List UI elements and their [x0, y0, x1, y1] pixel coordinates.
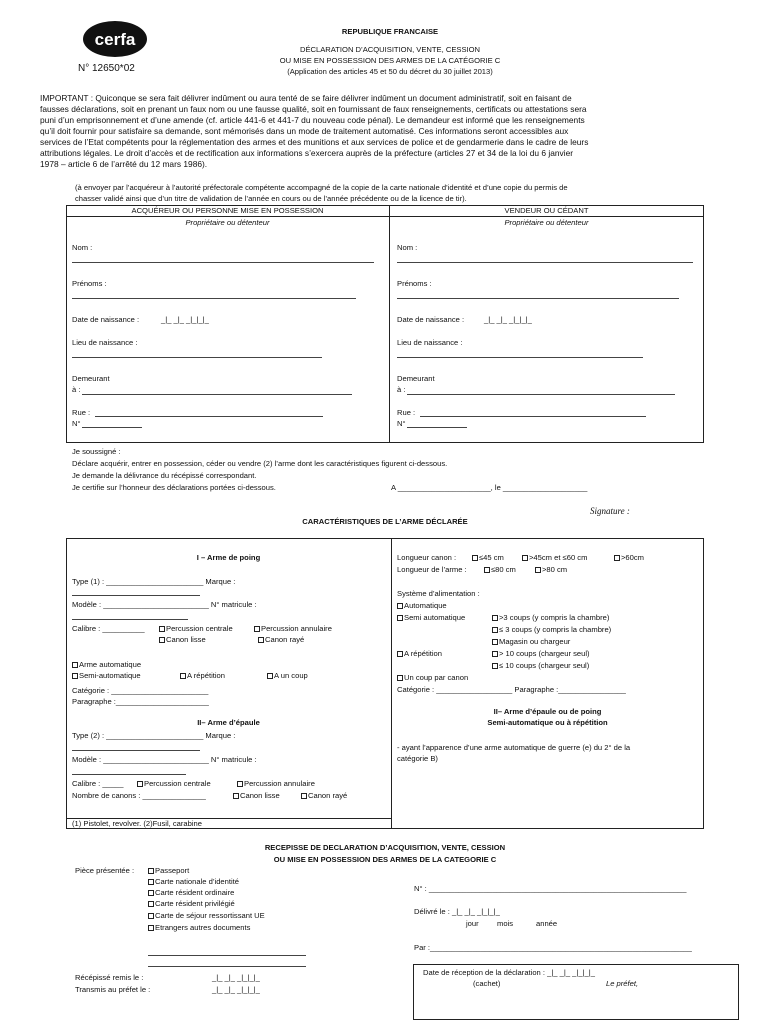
sa-over-3-checkbox[interactable]: >3 coups (y compris la chambre) — [492, 613, 609, 623]
cerfa-logo — [82, 20, 148, 58]
acquereur-a-field[interactable] — [82, 394, 352, 395]
la-over-80-checkbox[interactable]: >80 cm — [535, 565, 567, 575]
canon-raye2-checkbox[interactable]: Canon rayé — [301, 791, 347, 801]
longueur-canon-label: Longueur canon : — [397, 553, 457, 562]
checkbox-icon — [484, 567, 490, 573]
piece-option[interactable]: Carte résident privilégié — [148, 899, 235, 909]
place-date-field[interactable]: A ______________________, le ____________________ — [391, 483, 588, 492]
acquereur-a-label: à : — [72, 385, 81, 394]
ar-under-10-checkbox[interactable]: ≤ 10 coups (chargeur seul) — [492, 661, 589, 671]
annee-label: année — [536, 919, 558, 928]
acquereur-lieu-label: Lieu de naissance : — [72, 338, 138, 347]
checkbox-icon — [137, 781, 143, 787]
piece-option[interactable]: Carte résident ordinaire — [148, 888, 234, 898]
acquereur-dob-label: Date de naissance : — [72, 315, 140, 324]
vendeur-rue-field[interactable] — [420, 416, 646, 417]
repetition-checkbox[interactable]: A répétition — [397, 649, 442, 659]
checkbox-icon — [397, 615, 403, 621]
checkbox-icon — [522, 555, 528, 561]
sub-title-1: II– Arme d’épaule ou de poing — [493, 707, 602, 716]
acquereur-rue-label: Rue : — [72, 408, 91, 417]
par-field[interactable]: Par :______________________________________________________________ — [414, 943, 692, 952]
longueur-arme-label: Longueur de l’arme : — [397, 565, 467, 574]
arme-poing-title: I – Arme de poing — [196, 553, 261, 562]
vendeur-prenoms-label: Prénoms : — [397, 279, 432, 288]
percussion-centrale2-checkbox[interactable]: Percussion centrale — [137, 779, 211, 789]
vendeur-lieu-label: Lieu de naissance : — [397, 338, 463, 347]
piece-option[interactable]: Passeport — [148, 866, 189, 876]
other-document-field[interactable] — [148, 955, 306, 956]
le-prefet-label: Le préfet, — [606, 979, 639, 988]
checkbox-icon — [492, 651, 498, 657]
a-repetition-checkbox[interactable]: A répétition — [180, 671, 225, 681]
systeme-label: Système d’alimentation : — [397, 589, 480, 598]
a-un-coup-checkbox[interactable]: A un coup — [267, 671, 308, 681]
send-note-line: (à envoyer par l’acquéreur à l’autorité préfectorale compétente accompagné de la copie de la carte nationale d’identité et d’une copie du permis de — [75, 183, 568, 192]
checkbox-icon — [492, 663, 498, 669]
piece-option[interactable]: Carte nationale d’identité — [148, 877, 239, 887]
checkbox-icon — [397, 603, 403, 609]
arme-epaule-title: II– Arme d’épaule — [197, 718, 260, 727]
arme-automatique-checkbox[interactable]: Arme automatique — [72, 660, 141, 670]
checkbox-icon — [492, 615, 498, 621]
checkbox-icon — [72, 673, 78, 679]
percussion-centrale-checkbox[interactable]: Percussion centrale — [159, 624, 233, 634]
checkbox-icon — [237, 781, 243, 787]
type1-field[interactable]: Type (1) : _______________________ Marque : — [72, 577, 236, 586]
vendeur-dob-field[interactable]: _|_ _|_ _|_|_|_ — [484, 315, 532, 324]
transmis-label: Transmis au préfet le : — [75, 985, 151, 994]
acquereur-numero-field[interactable] — [82, 427, 142, 428]
vendeur-nom-label: Nom : — [397, 243, 418, 252]
checkbox-icon — [148, 901, 154, 907]
acquereur-subheader: Propriétaire ou détenteur — [185, 218, 270, 227]
acquereur-lieu-field[interactable] — [72, 357, 322, 358]
automatique-checkbox[interactable]: Automatique — [397, 601, 447, 611]
checkbox-icon — [180, 673, 186, 679]
vendeur-demeurant-label: Demeurant — [397, 374, 435, 383]
checkbox-icon — [397, 651, 403, 657]
vendeur-rue-label: Rue : — [397, 408, 416, 417]
footnote: (1) Pistolet, revolver. (2)Fusil, carabine — [72, 819, 202, 828]
la-80-checkbox[interactable]: ≤80 cm — [484, 565, 516, 575]
declaration-line: Je certifie sur l’honneur des déclarations portées ci-dessous. — [72, 483, 276, 492]
piece-option[interactable]: Carte de séjour ressortissant UE — [148, 911, 265, 921]
svg-text:cerfa: cerfa — [94, 30, 136, 49]
lc-60-checkbox[interactable]: >60cm — [614, 553, 644, 563]
title-line-3: (Application des articles 45 et 50 du décret du 30 juillet 2013) — [287, 67, 493, 76]
piece-option[interactable]: Etrangers autres documents — [148, 923, 250, 933]
important-line: 1978 – article 6 de l’arrêté du 12 mars 1986). — [40, 159, 208, 169]
declaration-line: Déclare acquérir, entrer en possession, céder ou vendre (2) l’arme dont les caractéristiques figurent ci-dessous. — [72, 459, 448, 468]
checkbox-icon — [397, 675, 403, 681]
checkbox-icon — [472, 555, 478, 561]
checkbox-icon — [267, 673, 273, 679]
acquereur-prenoms-field[interactable] — [72, 298, 356, 299]
vendeur-nom-field[interactable] — [397, 262, 693, 263]
checkbox-icon — [535, 567, 541, 573]
jour-label: jour — [466, 919, 479, 928]
vendeur-a-field[interactable] — [407, 394, 675, 395]
recepisse-remis-label: Récépissé remis le : — [75, 973, 144, 982]
acquereur-numero-label: N° — [72, 419, 81, 428]
type2-field[interactable]: Type (2) : _______________________ Marque : — [72, 731, 236, 740]
declaration-line: Je demande la délivrance du récépissé correspondant. — [72, 471, 257, 480]
characteristics-title: CARACTÉRISTIQUES DE L’ARME DÉCLARÉE — [302, 517, 468, 526]
republic-title: REPUBLIQUE FRANCAISE — [341, 27, 439, 36]
categorie-field[interactable]: Catégorie : _______________________ — [72, 686, 209, 695]
signature-label: Signature : — [590, 506, 630, 516]
checkbox-icon — [148, 868, 154, 874]
calibre2-field[interactable]: Calibre : _____ — [72, 779, 124, 788]
checkbox-icon — [159, 637, 165, 643]
checkbox-icon — [148, 879, 154, 885]
important-line: IMPORTANT : Quiconque se sera fait délivrer indûment ou aura tenté de se faire délivrer indûment un document administratif, soit en faisant de — [40, 93, 572, 103]
mois-label: mois — [497, 919, 514, 928]
ar-over-10-checkbox[interactable]: > 10 coups (chargeur seul) — [492, 649, 590, 659]
important-line: qu’il doit fournir pour satisfaire sa demande, sont mémorisés dans un mode de traitement automatisé. Ces informations seront accessibles aux — [40, 126, 569, 136]
canon-lisse2-checkbox[interactable]: Canon lisse — [233, 791, 280, 801]
modele-field[interactable]: Modèle : _________________________ N° matricule : — [72, 600, 257, 609]
vendeur-dob-label: Date de naissance : — [397, 315, 465, 324]
important-line: services de l’Etat compétents pour la réglementation des armes et des munitions et aux services de police et de gendarmerie dans le cadre de leurs — [40, 137, 589, 147]
magasin-checkbox[interactable]: Magasin ou chargeur — [492, 637, 570, 647]
nombre-canons-field[interactable]: Nombre de canons : _______________ — [72, 791, 206, 800]
ayant-line: - ayant l’apparence d’une arme automatique de guerre (e) du 2° de la — [397, 743, 631, 752]
vendeur-header: VENDEUR OU CÉDANT — [504, 206, 589, 215]
other-document-field[interactable] — [148, 966, 306, 967]
transmis-date[interactable]: _|_ _|_ _|_|_|_ — [212, 985, 260, 994]
sub-title-2: Semi-automatique ou à répétition — [487, 718, 608, 727]
vendeur-numero-label: N° — [397, 419, 406, 428]
semi-automatique-checkbox[interactable]: Semi-automatique — [72, 671, 141, 681]
important-line: fausses déclarations, soit en prenant un faux nom ou une fausse qualité, soit en fournissant de faux renseignements, certificats ou attestations sera — [40, 104, 587, 114]
piece-presentee-label: Pièce présentée : — [75, 866, 135, 875]
vendeur-numero-field[interactable] — [407, 427, 467, 428]
important-line: attributions légales. Le droit d’accès et de rectification aux informations s’exercera auprès de la préfecture (articles 27 et 34 de la loi du 6 janvier — [40, 148, 574, 158]
percussion-annulaire-checkbox[interactable]: Percussion annulaire — [254, 624, 332, 634]
paragraphe-field[interactable]: Paragraphe :______________________ — [72, 697, 209, 706]
checkbox-icon — [72, 662, 78, 668]
form-number: N° 12650*02 — [78, 63, 135, 74]
semi-auto-checkbox[interactable]: Semi automatique — [397, 613, 465, 623]
vendeur-subheader: Propriétaire ou détenteur — [504, 218, 589, 227]
acquereur-dob-field[interactable]: _|_ _|_ _|_|_|_ — [161, 315, 209, 324]
title-line-2: OU MISE EN POSSESSION DES ARMES DE LA CATÉGORIE C — [279, 56, 501, 65]
recepisse-remis-date[interactable]: _|_ _|_ _|_|_|_ — [212, 973, 260, 982]
lc-45-60-checkbox[interactable]: >45cm et ≤60 cm — [522, 553, 587, 563]
calibre-field[interactable]: Calibre : __________ — [72, 624, 145, 633]
checkbox-icon — [614, 555, 620, 561]
soussigne-label: Je soussigné : — [72, 447, 121, 456]
cachet-label: (cachet) — [473, 979, 501, 988]
checkbox-icon — [258, 637, 264, 643]
receipt-title-2: OU MISE EN POSSESSION DES ARMES DE LA CATEGORIE C — [273, 855, 497, 864]
canon-raye-checkbox[interactable]: Canon rayé — [258, 635, 304, 645]
checkbox-icon — [148, 925, 154, 931]
date-reception-field[interactable]: Date de réception de la déclaration : _|_ _|_ _|_|_|_ — [423, 968, 595, 977]
checkbox-icon — [492, 627, 498, 633]
checkbox-icon — [159, 626, 165, 632]
ayant-line: catégorie B) — [397, 754, 438, 763]
receipt-title-1: RECEPISSE DE DECLARATION D’ACQUISITION, VENTE, CESSION — [264, 843, 506, 852]
percussion-annulaire2-checkbox[interactable]: Percussion annulaire — [237, 779, 315, 789]
title-line-1: DÉCLARATION D’ACQUISITION, VENTE, CESSION — [299, 45, 481, 54]
vendeur-lieu-field[interactable] — [397, 357, 643, 358]
acquereur-demeurant-label: Demeurant — [72, 374, 110, 383]
modele2-field[interactable]: Modèle : _________________________ N° matricule : — [72, 755, 257, 764]
sa-under-3-checkbox[interactable]: ≤ 3 coups (y compris la chambre) — [492, 625, 611, 635]
checkbox-icon — [301, 793, 307, 799]
checkbox-icon — [148, 890, 154, 896]
delivre-field[interactable]: Délivré le : _|_ _|_ _|_|_|_ — [414, 907, 500, 916]
receipt-number-field[interactable]: N° : _____________________________________________________________ — [414, 884, 687, 893]
canon-lisse-checkbox[interactable]: Canon lisse — [159, 635, 206, 645]
checkbox-icon — [233, 793, 239, 799]
checkbox-icon — [148, 913, 154, 919]
vendeur-prenoms-field[interactable] — [397, 298, 679, 299]
checkbox-icon — [254, 626, 260, 632]
checkbox-icon — [492, 639, 498, 645]
acquereur-nom-field[interactable] — [72, 262, 374, 263]
acquereur-rue-field[interactable] — [95, 416, 323, 417]
acquereur-nom-label: Nom : — [72, 243, 93, 252]
vendeur-a-label: à : — [397, 385, 406, 394]
categorie-paragraphe-field[interactable]: Catégorie : __________________ Paragraphe :________________ — [397, 685, 626, 694]
acquereur-header: ACQUÉREUR OU PERSONNE MISE EN POSSESSION — [131, 206, 324, 215]
un-coup-checkbox[interactable]: Un coup par canon — [397, 673, 468, 683]
send-note-line: chasser validé ainsi que d’un titre de validation de l’année en cours ou de l’année précédente ou de la licence de tir). — [75, 194, 467, 203]
lc-45-checkbox[interactable]: ≤45 cm — [472, 553, 504, 563]
acquereur-prenoms-label: Prénoms : — [72, 279, 107, 288]
important-line: puni d’un emprisonnement et d’une amende (cf. article 441-6 et 441-7 du nouveau code pénal). Le demandeur est informé que les renseignements — [40, 115, 585, 125]
